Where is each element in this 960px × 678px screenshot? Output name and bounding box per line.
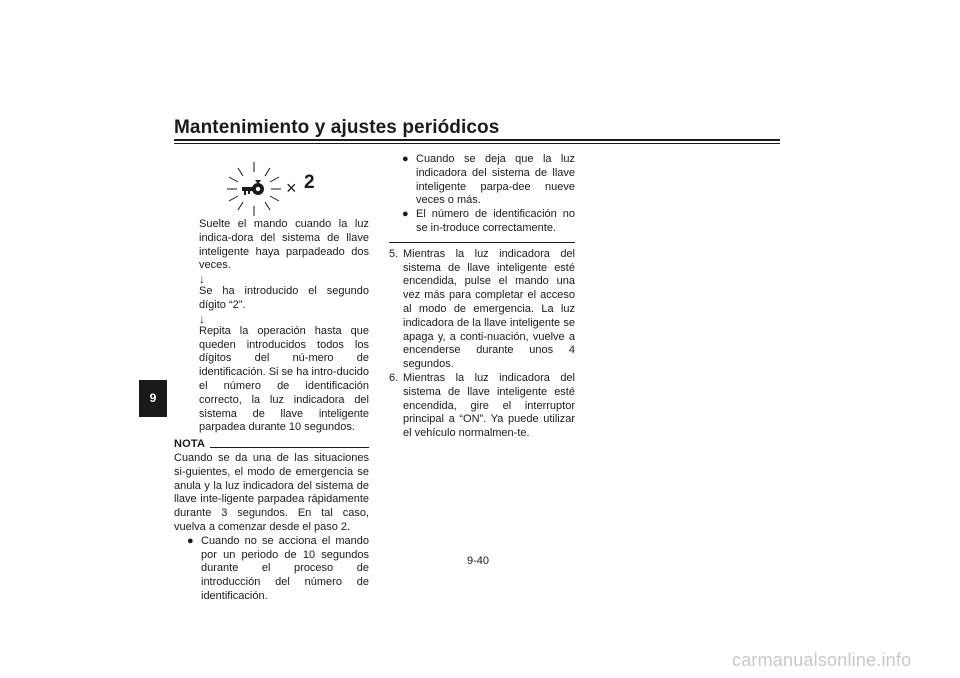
step-number: 5.: [389, 247, 399, 260]
down-arrow-icon: ↓: [199, 311, 205, 326]
nota-text: Cuando se da una de las situaciones si-guientes, el modo de emergencia se anula y la luz indicadora del sistema de llave inte-ligente parpadea rápidamente durante 3 segundos. En tal caso, vuelva a comenzar desde el paso 2.: [174, 451, 369, 533]
paragraph: Se ha introducido el segundo dígito “2”.: [199, 285, 369, 311]
step-number: 6.: [389, 371, 399, 384]
nota-label: NOTA: [174, 438, 206, 451]
step-text: Mientras la luz indicadora del sistema de llave inteligente esté encendida, gire el interruptor principal a “ON”. Ya puede utilizar el vehículo normalmen-te.: [403, 371, 575, 440]
list-item: [402, 208, 575, 236]
step-text: Mientras la luz indicadora del sistema de llave inteligente esté encendida, pulse el mando una vez más para completar el acceso al modo de emergencia. La luz indicadora de la llave inteligente se apaga y, a conti-nuación, vuelve a encenderse durante unos 4 segundos.: [403, 247, 575, 371]
header-rule: [174, 139, 780, 141]
list-item: [402, 153, 575, 208]
bullet-text: Cuando se deja que la luz indicadora del sistema de llave inteligente parpa-dee nueve veces o más.: [416, 153, 575, 207]
blink-count: 2: [304, 172, 315, 193]
bullet-icon: ●: [402, 153, 409, 165]
indicator-figure: [224, 160, 369, 218]
list-item: [187, 535, 369, 604]
nota-end-rule: [389, 242, 575, 243]
bullet-icon: ●: [402, 208, 409, 221]
left-column: [174, 160, 369, 604]
nota-heading: [174, 438, 369, 452]
nota-rule: [210, 447, 369, 448]
header-rule-thin: [174, 143, 780, 144]
step-item: [389, 248, 575, 372]
bullet-text: El número de identificación no se in-troduce correctamente.: [416, 208, 575, 234]
right-column: [389, 153, 575, 441]
blinking-key-indicator-icon: [224, 160, 284, 218]
multiply-sign: ×: [286, 178, 297, 198]
watermark: carmanualsonline.info: [732, 650, 912, 670]
paragraph: Repita la operación hasta que queden introducidos todos los dígitos del nú-mero de identificación. Si se ha intro-ducido el número de identificación correcto, la luz indicadora del sistema de llave inteligente parpadea durante 10 segundos.: [199, 324, 369, 434]
page-number: 9-40: [467, 555, 490, 567]
bullet-icon: ●: [187, 534, 194, 547]
bullet-text: Cuando no se acciona el mando por un periodo de 10 segundos durante el proceso de introducción del número de identificación.: [201, 534, 369, 602]
paragraph: Suelte el mando cuando la luz indica-dora del sistema de llave inteligente haya parpadeado dos veces.: [199, 218, 369, 272]
down-arrow-icon: ↓: [199, 272, 205, 287]
step-item: [389, 372, 575, 441]
chapter-tab: 9: [139, 380, 167, 417]
page-title: Mantenimiento y ajustes periódicos: [174, 117, 500, 138]
